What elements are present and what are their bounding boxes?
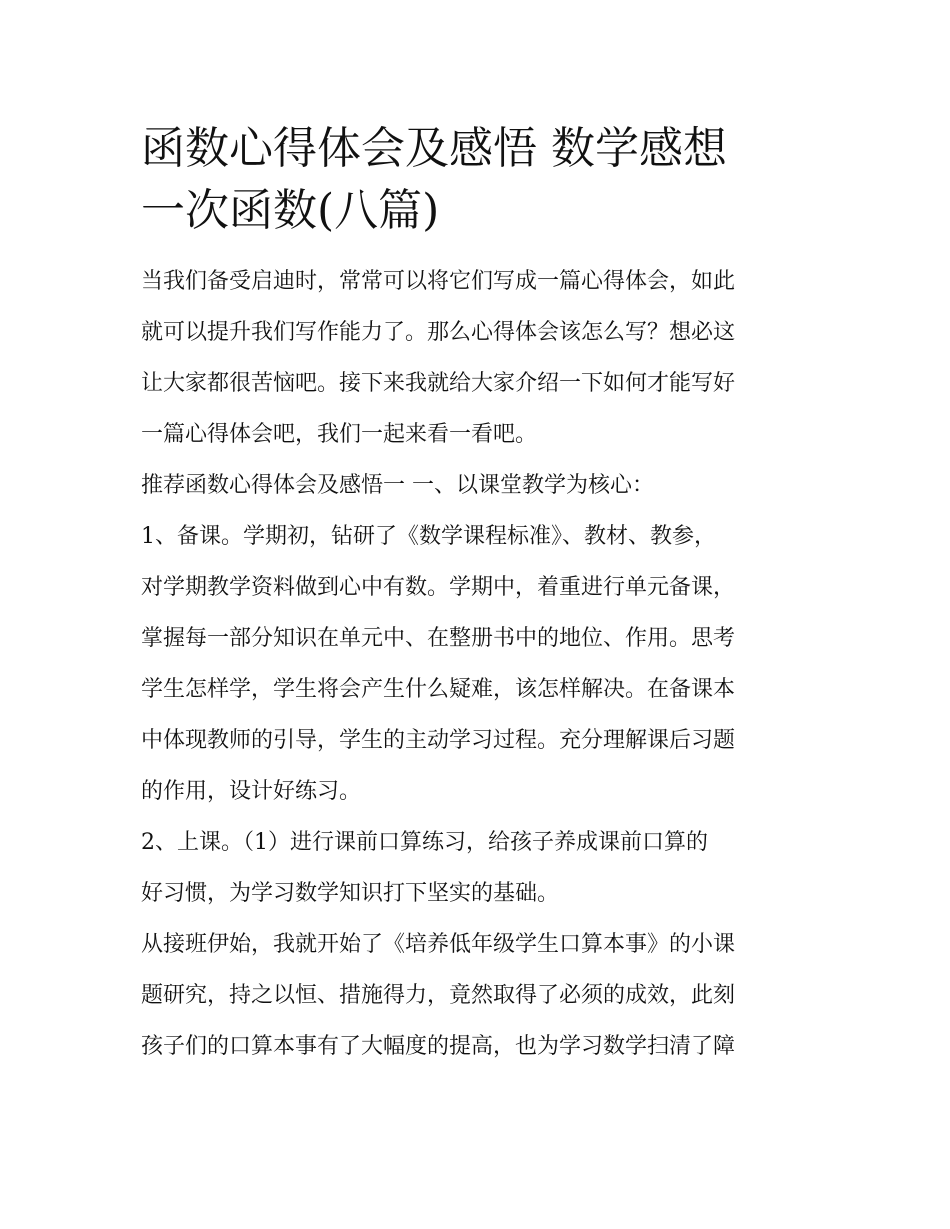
paragraph-3-line: 孩子们的口算本事有了大幅度的提高，也为学习数学扫清了障 bbox=[141, 1034, 736, 1059]
item-2-paragraph bbox=[141, 817, 821, 919]
item-1-line: 掌握每一部分知识在单元中、在整册书中的地位、作用。思考 bbox=[141, 626, 736, 651]
intro-line: 一篇心得体会吧，我们一起来看一看吧。 bbox=[141, 422, 538, 447]
paragraph-3 bbox=[141, 919, 821, 1072]
item-2-line: 2、上课。（1）进行课前口算练习，给孩子养成课前口算的 bbox=[141, 830, 708, 855]
title-line-1: 函数心得体会及感悟 数学感想 bbox=[141, 123, 727, 174]
paragraph-3-line: 题研究，持之以恒、措施得力，竟然取得了必须的成效，此刻 bbox=[141, 983, 736, 1008]
section-heading-text: 推荐函数心得体会及感悟一 一、以课堂教学为核心： bbox=[141, 473, 654, 498]
intro-line: 就可以提升我们写作能力了。那么心得体会该怎么写？想必这 bbox=[141, 320, 736, 345]
item-1-paragraph bbox=[141, 511, 821, 817]
paragraph-3-line: 从接班伊始，我就开始了《培养低年级学生口算本事》的小课 bbox=[141, 932, 736, 957]
intro-line: 让大家都很苦恼吧。接下来我就给大家介绍一下如何才能写好 bbox=[141, 371, 736, 396]
item-1-line: 对学期教学资料做到心中有数。学期中，着重进行单元备课， bbox=[141, 575, 736, 600]
intro-line: 当我们备受启迪时，常常可以将它们写成一篇心得体会，如此 bbox=[141, 269, 736, 294]
document-content bbox=[141, 118, 821, 1072]
item-1-line: 中体现教师的引导，学生的主动学习过程。充分理解课后习题 bbox=[141, 728, 736, 753]
item-1-line: 1、备课。学期初，钻研了《数学课程标准》、教材、教参， bbox=[141, 524, 716, 549]
item-2-line: 好习惯，为学习数学知识打下坚实的基础。 bbox=[141, 881, 560, 906]
item-1-line: 学生怎样学，学生将会产生什么疑难，该怎样解决。在备课本 bbox=[141, 677, 736, 702]
title-line-2: 一次函数(八篇) bbox=[141, 185, 440, 236]
document-title bbox=[141, 118, 821, 242]
intro-paragraph bbox=[141, 256, 821, 460]
section-heading bbox=[141, 460, 821, 511]
item-1-line: 的作用，设计好练习。 bbox=[141, 779, 362, 804]
